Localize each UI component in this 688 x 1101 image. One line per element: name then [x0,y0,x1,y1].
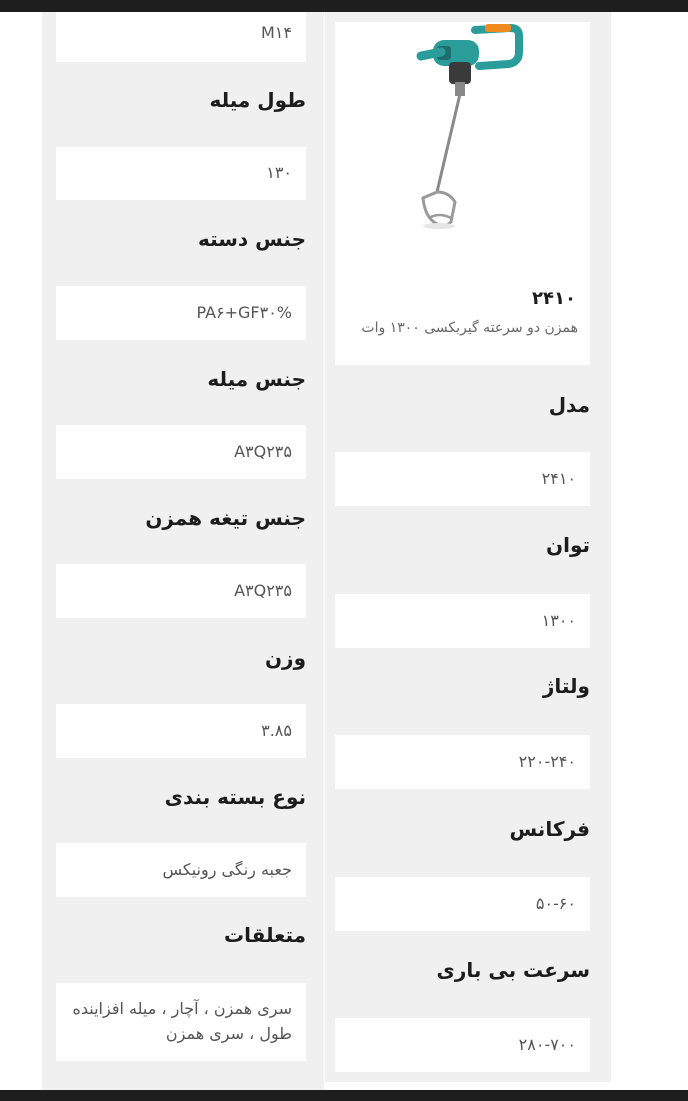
product-code: ۲۴۱۰ [532,288,576,309]
spec-value-thread: M۱۴ [56,12,306,62]
nav-bar [0,1090,688,1101]
spec-value-blade-material: A۳Q۲۳۵ [56,564,306,618]
spec-value-power: ۱۳۰۰ [335,594,590,648]
spec-label-rod-length: طول میله [209,88,306,112]
spec-label-model: مدل [548,393,590,417]
spec-value-rod-length: ۱۳۰ [56,147,306,200]
spec-label-blade-material: جنس تیغه همزن [145,506,306,530]
spec-page [0,12,688,1090]
product-name[interactable]: همزن دو سرعته گیربکسی ۱۳۰۰ وات [361,320,578,336]
spec-label-accessories: متعلقات [223,923,306,947]
spec-value-handle-material: PA۶+GF۳۰% [56,286,306,340]
spec-label-voltage: ولتاژ [542,674,590,698]
spec-label-handle-material: جنس دسته [197,227,306,251]
status-bar [0,0,688,12]
product-card[interactable] [335,22,590,365]
spec-label-power: توان [546,533,590,557]
spec-label-rod-material: جنس میله [207,367,306,391]
spec-label-frequency: فرکانس [509,817,590,841]
spec-label-weight: وزن [264,646,306,670]
spec-value-packaging: جعبه رنگی رونیکس [56,843,306,897]
spec-value-weight: ۳.۸۵ [56,704,306,758]
spec-label-packaging: نوع بسته بندی [164,785,306,809]
spec-value-frequency: ۵۰-۶۰ [335,877,590,931]
spec-value-model: ۲۴۱۰ [335,452,590,506]
mixer-drill-image [415,22,535,232]
spec-value-no-load-speed: ۲۸۰-۷۰۰ [335,1018,590,1072]
spec-value-voltage: ۲۲۰-۲۴۰ [335,735,590,789]
spec-value-accessories: سری همزن ، آچار ، میله افزاینده طول ، سری همزن [56,983,306,1061]
spec-label-no-load-speed: سرعت بی باری [436,958,590,982]
spec-value-rod-material: A۳Q۲۳۵ [56,425,306,479]
